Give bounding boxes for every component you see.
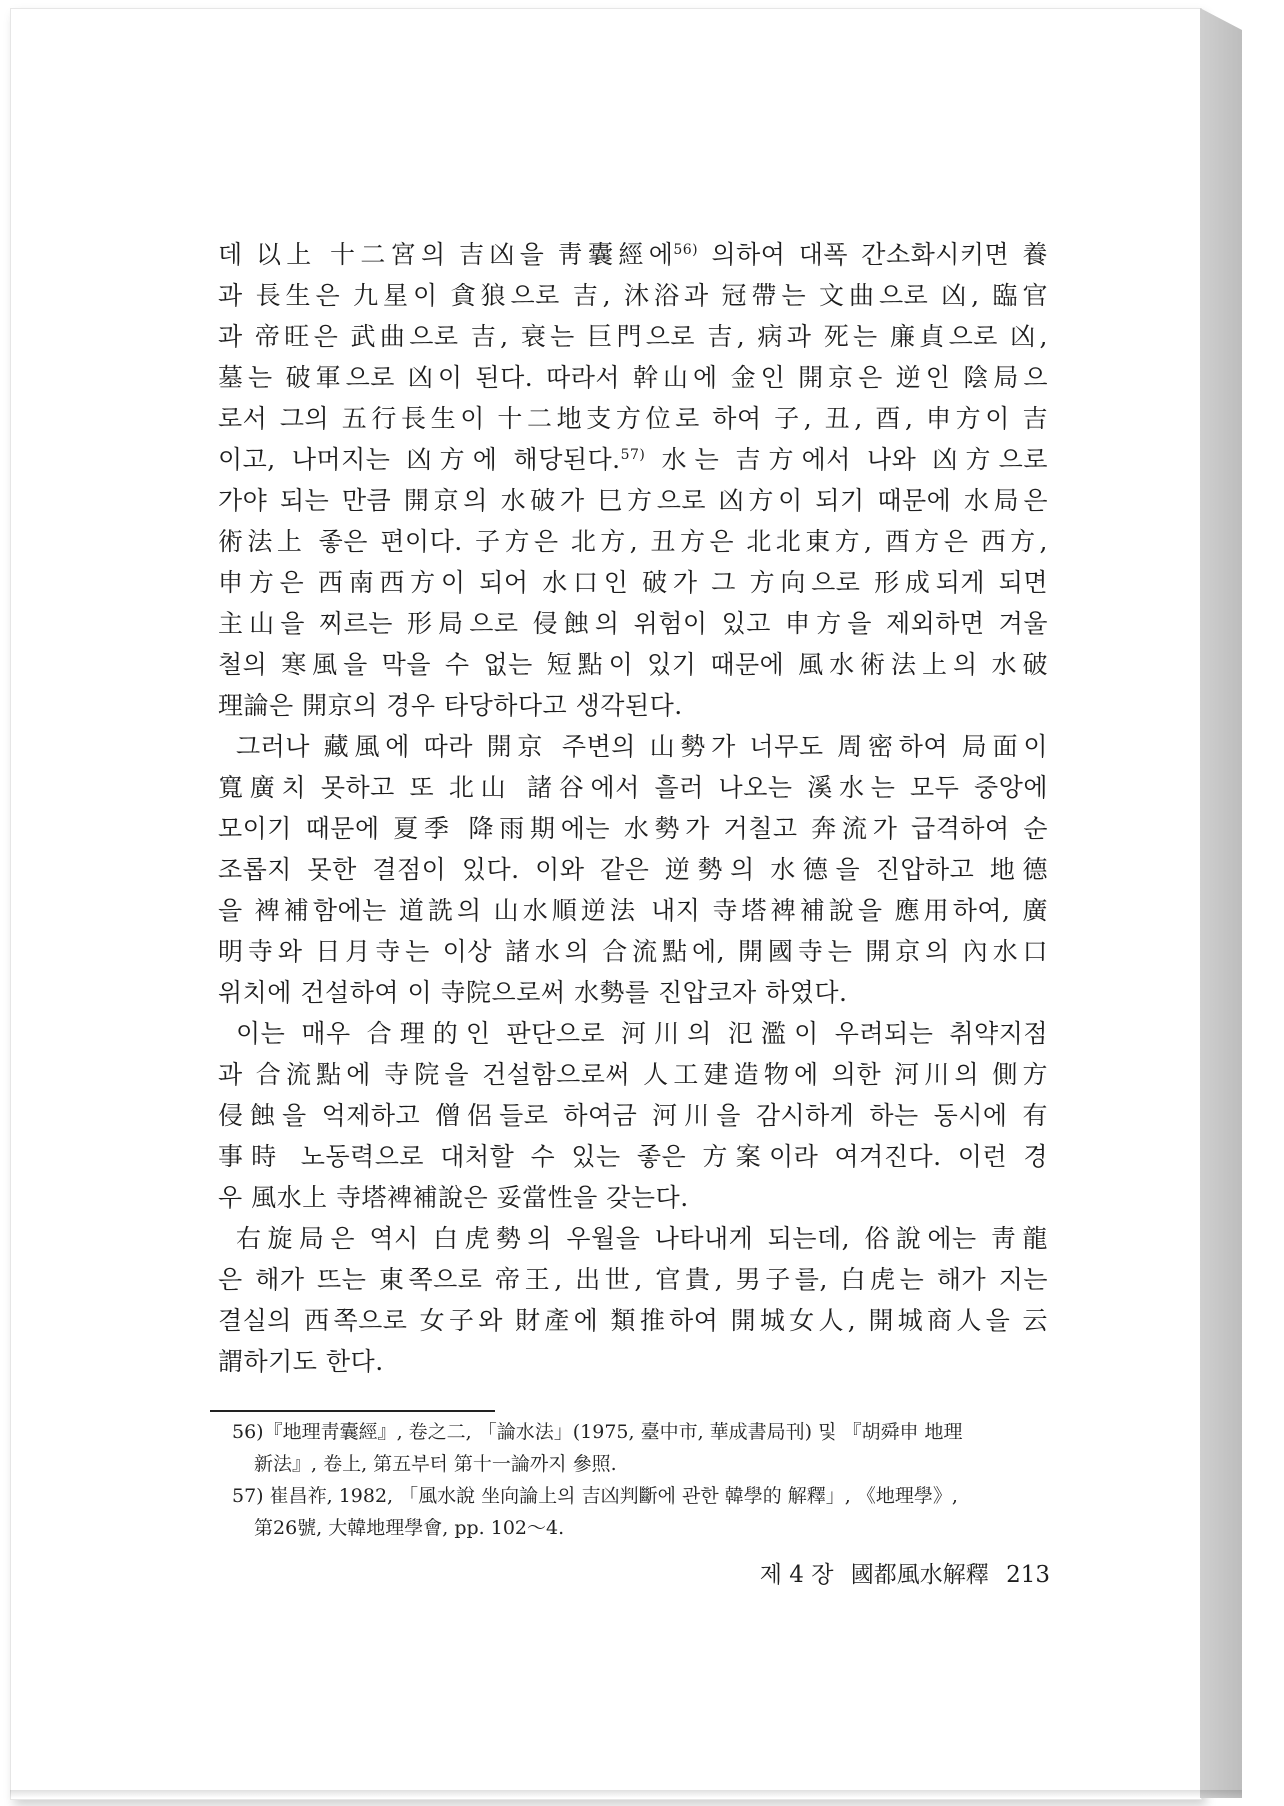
page-bottom-shadow — [10, 1790, 1242, 1798]
page-edge-shadow — [1200, 8, 1242, 1798]
body-line: 조롭지 못한 결점이 있다. 이와 같은 逆勢의 水德을 진압하고 地德 — [218, 855, 1048, 884]
body-line: 우 風水上 寺塔裨補說은 妥當性을 갖는다. — [218, 1183, 689, 1212]
body-line: 철의 寒風을 막을 수 없는 短點이 있기 때문에 風水術法上의 水破 — [218, 650, 1048, 679]
footnote-divider — [210, 1410, 495, 1412]
body-line: 主山을 찌르는 形局으로 侵蝕의 위험이 있고 申方을 제외하면 겨울 — [218, 609, 1048, 638]
running-footer — [700, 1556, 1050, 1589]
body-line: 墓는 破軍으로 凶이 된다. 따라서 幹山에 金인 開京은 逆인 陰局으 — [218, 363, 1048, 392]
footnote-57-line: 57) 崔昌祚, 1982, 「風水說 坐向論上의 吉凶判斷에 관한 韓學的 解釋」, 《地理學》, — [232, 1485, 958, 1507]
body-line: 을 裨補함에는 道詵의 山水順逆法 내지 寺塔裨補說을 應用하여, 廣 — [218, 896, 1048, 925]
chapter-title: 國都風水解釋 — [850, 1562, 989, 1588]
body-line: 謂하기도 한다. — [218, 1347, 384, 1376]
body-line: 이고, 나머지는 凶方에 해당된다.$^{57)}$ 水는 吉方에서 나와 凶方으로 — [218, 445, 1048, 474]
body-line: 과 合流點에 寺院을 건설함으로써 人工建造物에 의한 河川의 側方 — [218, 1060, 1048, 1089]
footnote-56-line: 新法』, 卷上, 第五부터 第十一論까지 參照. — [254, 1453, 617, 1475]
footnote-ref-56: 56) — [673, 242, 699, 258]
body-line: 과 帝旺은 武曲으로 吉, 衰는 巨門으로 吉, 病과 死는 廉貞으로 凶, — [218, 322, 1048, 351]
page-number: 213 — [1006, 1562, 1050, 1588]
body-line: 과 長生은 九星이 貪狼으로 吉, 沐浴과 冠帶는 文曲으로 凶, 臨官 — [218, 281, 1048, 310]
body-line: 理論은 開京의 경우 타당하다고 생각된다. — [218, 691, 683, 720]
body-line: 위치에 건설하여 이 寺院으로써 水勢를 진압코자 하였다. — [218, 978, 848, 1007]
body-line: 明寺와 日月寺는 이상 諸水의 合流點에, 開國寺는 開京의 內水口 — [218, 937, 1048, 966]
body-text — [218, 234, 1048, 1382]
body-line: 가야 되는 만큼 開京의 水破가 巳方으로 凶方이 되기 때문에 水局은 — [218, 486, 1048, 515]
body-line: 術法上 좋은 편이다. 子方은 北方, 丑方은 北北東方, 酉方은 西方, — [218, 527, 1048, 556]
body-line: 右旋局은 역시 白虎勢의 우월을 나타내게 되는데, 俗說에는 靑龍 — [236, 1224, 1048, 1253]
body-line: 申方은 西南西方이 되어 水口인 破가 그 方向으로 形成되게 되면 — [218, 568, 1048, 597]
body-line: 그러나 藏風에 따라 開京 주변의 山勢가 너무도 周密하여 局面이 — [236, 732, 1048, 761]
body-line: 은 해가 뜨는 東쪽으로 帝王, 出世, 官貴, 男子를, 白虎는 해가 지는 — [218, 1265, 1048, 1294]
body-line: 이는 매우 合理的인 판단으로 河川의 氾濫이 우려되는 취약지점 — [236, 1019, 1048, 1048]
footnote-ref-57: 57) — [620, 447, 646, 463]
body-line: 데 以上 十二宮의 吉凶을 靑囊經에$^{56)}$ 의하여 대폭 간소화시키면 養 — [218, 240, 1049, 269]
body-line: 侵蝕을 억제하고 僧侶들로 하여금 河川을 감시하게 하는 동시에 有 — [218, 1101, 1048, 1130]
footnote-57-line: 第26號, 大韓地理學會, pp. 102～4. — [254, 1517, 565, 1539]
footnotes — [232, 1416, 1050, 1544]
chapter-label: 제 4 장 — [759, 1562, 834, 1588]
body-line: 로서 그의 五行長生이 十二地支方位로 하여 子, 丑, 酉, 申方이 吉 — [218, 404, 1048, 433]
body-line: 事時 노동력으로 대처할 수 있는 좋은 方案이라 여겨진다. 이런 경 — [218, 1142, 1048, 1171]
footnote-56-line: 56)『地理靑囊經』, 卷之二, 「論水法」(1975, 臺中市, 華成書局刊) 및 『胡舜申 地理 — [232, 1421, 963, 1443]
body-line: 모이기 때문에 夏季 降雨期에는 水勢가 거칠고 奔流가 급격하여 순 — [218, 814, 1048, 843]
body-line: 결실의 西쪽으로 女子와 財產에 類推하여 開城女人, 開城商人을 云 — [218, 1306, 1048, 1335]
body-line: 寬廣치 못하고 또 北山 諸谷에서 흘러 나오는 溪水는 모두 중앙에 — [218, 773, 1048, 802]
